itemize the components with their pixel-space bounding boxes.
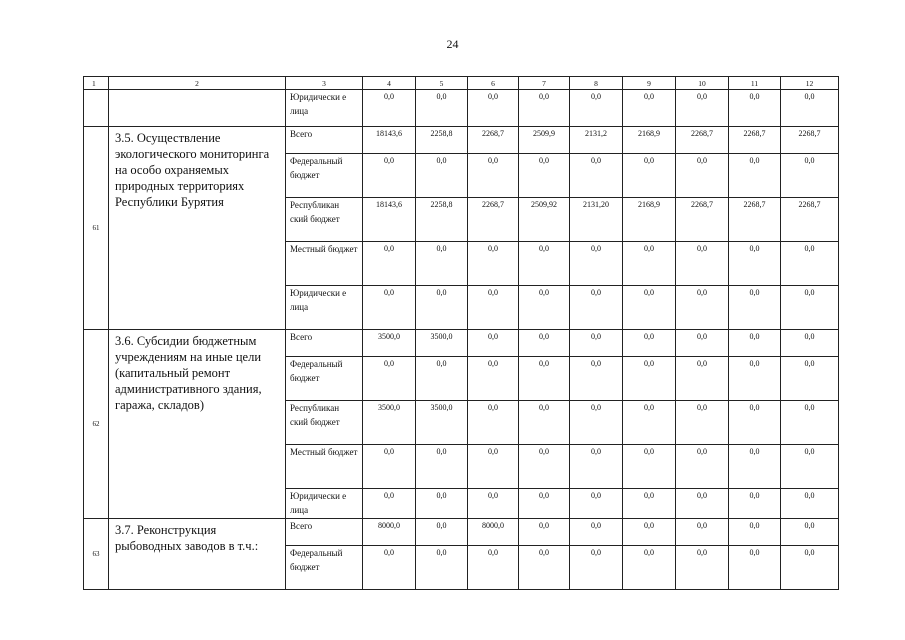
value-cell: 0,0 [729,546,781,590]
value-cell: 0,0 [676,489,729,519]
value-cell: 2268,7 [729,198,781,242]
value-cell: 0,0 [416,90,468,127]
value-cell: 2258,8 [416,127,468,154]
table-row [84,519,839,546]
value-cell: 3500,0 [416,401,468,445]
value-cell: 0,0 [416,286,468,330]
value-cell: 2268,7 [781,127,839,154]
funding-source-cell: Федеральный бюджет [286,357,363,401]
value-cell: 0,0 [519,242,570,286]
value-cell: 0,0 [729,286,781,330]
header-cell: 6 [468,77,519,90]
value-cell: 0,0 [781,357,839,401]
header-cell: 5 [416,77,468,90]
value-cell: 0,0 [519,519,570,546]
row-number-cell [84,90,109,127]
value-cell: 0,0 [519,489,570,519]
value-cell: 0,0 [416,242,468,286]
value-cell: 0,0 [468,242,519,286]
value-cell: 0,0 [729,90,781,127]
funding-source-cell: Республикан ский бюджет [286,198,363,242]
value-cell: 0,0 [623,242,676,286]
row-number-cell: 62 [84,330,109,519]
value-cell: 0,0 [519,286,570,330]
table-row [84,127,839,154]
value-cell: 0,0 [468,489,519,519]
value-cell: 0,0 [363,489,416,519]
value-cell: 0,0 [676,445,729,489]
value-cell: 0,0 [468,357,519,401]
value-cell: 0,0 [729,330,781,357]
value-cell: 18143,6 [363,127,416,154]
row-number-cell: 61 [84,127,109,330]
value-cell: 0,0 [468,330,519,357]
value-cell: 0,0 [676,519,729,546]
value-cell: 0,0 [519,90,570,127]
header-cell: 3 [286,77,363,90]
value-cell: 0,0 [781,546,839,590]
value-cell: 0,0 [729,489,781,519]
value-cell: 0,0 [623,330,676,357]
value-cell: 0,0 [781,242,839,286]
value-cell: 0,0 [416,489,468,519]
value-cell: 0,0 [468,445,519,489]
value-cell: 0,0 [729,445,781,489]
value-cell: 0,0 [570,401,623,445]
value-cell: 0,0 [519,154,570,198]
funding-source-cell: Всего [286,330,363,357]
budget-table [83,76,839,590]
value-cell: 0,0 [363,546,416,590]
value-cell: 2509,92 [519,198,570,242]
value-cell: 0,0 [623,401,676,445]
header-cell: 2 [109,77,286,90]
value-cell: 0,0 [623,445,676,489]
value-cell: 0,0 [519,546,570,590]
value-cell: 0,0 [623,546,676,590]
funding-source-cell: Всего [286,127,363,154]
value-cell: 0,0 [729,154,781,198]
header-cell: 1 [84,77,109,90]
value-cell: 0,0 [781,519,839,546]
header-cell: 10 [676,77,729,90]
value-cell: 0,0 [363,90,416,127]
value-cell: 0,0 [363,445,416,489]
value-cell: 0,0 [363,357,416,401]
value-cell: 2509,9 [519,127,570,154]
value-cell: 0,0 [623,519,676,546]
value-cell: 0,0 [519,401,570,445]
value-cell: 18143,6 [363,198,416,242]
value-cell: 0,0 [623,154,676,198]
value-cell: 0,0 [729,519,781,546]
header-cell: 4 [363,77,416,90]
value-cell: 0,0 [781,286,839,330]
value-cell: 0,0 [570,519,623,546]
value-cell: 2268,7 [468,127,519,154]
header-cell: 9 [623,77,676,90]
header-cell: 7 [519,77,570,90]
value-cell: 0,0 [676,154,729,198]
value-cell: 0,0 [570,154,623,198]
funding-source-cell: Местный бюджет [286,242,363,286]
header-cell: 12 [781,77,839,90]
value-cell: 0,0 [519,445,570,489]
header-cell: 8 [570,77,623,90]
value-cell: 0,0 [570,90,623,127]
value-cell: 0,0 [416,357,468,401]
value-cell: 0,0 [623,286,676,330]
measure-name-cell: 3.5. Осуществление экологического мониторинга на особо охраняемых природных территориях Республики Бурятия [109,127,286,330]
value-cell: 0,0 [781,401,839,445]
funding-source-cell: Всего [286,519,363,546]
value-cell: 0,0 [416,154,468,198]
value-cell: 3500,0 [363,401,416,445]
value-cell: 0,0 [363,154,416,198]
value-cell: 2131,20 [570,198,623,242]
value-cell: 0,0 [416,546,468,590]
value-cell: 0,0 [468,286,519,330]
value-cell: 0,0 [570,286,623,330]
value-cell: 2268,7 [676,127,729,154]
value-cell: 0,0 [468,154,519,198]
header-row [84,77,839,90]
value-cell: 0,0 [570,357,623,401]
funding-source-cell: Юридически е лица [286,489,363,519]
value-cell: 2268,7 [676,198,729,242]
value-cell: 0,0 [781,489,839,519]
value-cell: 0,0 [468,546,519,590]
value-cell: 2168,9 [623,198,676,242]
funding-source-cell: Местный бюджет [286,445,363,489]
value-cell: 2268,7 [729,127,781,154]
value-cell: 0,0 [570,489,623,519]
value-cell: 0,0 [676,286,729,330]
value-cell: 0,0 [781,330,839,357]
value-cell: 0,0 [519,330,570,357]
value-cell: 0,0 [676,401,729,445]
value-cell: 0,0 [468,90,519,127]
value-cell: 0,0 [363,286,416,330]
value-cell: 0,0 [676,90,729,127]
value-cell: 0,0 [729,401,781,445]
value-cell: 0,0 [468,401,519,445]
value-cell: 0,0 [676,546,729,590]
value-cell: 3500,0 [363,330,416,357]
measure-name-cell: 3.7. Реконструкция рыбоводных заводов в т.ч.: [109,519,286,590]
header-cell: 11 [729,77,781,90]
value-cell: 0,0 [623,489,676,519]
value-cell: 0,0 [363,242,416,286]
value-cell: 0,0 [416,445,468,489]
value-cell: 2258,8 [416,198,468,242]
value-cell: 2268,7 [468,198,519,242]
table-row [84,90,839,127]
funding-source-cell: Республикан ский бюджет [286,401,363,445]
value-cell: 2168,9 [623,127,676,154]
value-cell: 0,0 [729,357,781,401]
row-number-cell: 63 [84,519,109,590]
value-cell: 0,0 [623,357,676,401]
value-cell: 8000,0 [468,519,519,546]
value-cell: 8000,0 [363,519,416,546]
value-cell: 0,0 [570,546,623,590]
value-cell: 0,0 [781,154,839,198]
value-cell: 0,0 [570,445,623,489]
table-row [84,330,839,357]
value-cell: 2131,2 [570,127,623,154]
value-cell: 0,0 [416,519,468,546]
value-cell: 2268,7 [781,198,839,242]
value-cell: 0,0 [676,330,729,357]
value-cell: 0,0 [570,330,623,357]
value-cell: 0,0 [676,242,729,286]
funding-source-cell: Юридически е лица [286,286,363,330]
value-cell: 0,0 [729,242,781,286]
value-cell: 0,0 [781,90,839,127]
funding-source-cell: Федеральный бюджет [286,154,363,198]
value-cell: 0,0 [570,242,623,286]
measure-name-cell [109,90,286,127]
page-number: 24 [446,37,459,51]
measure-name-cell: 3.6. Субсидии бюджетным учреждениям на иные цели (капитальный ремонт административного здания, гаража, складов) [109,330,286,519]
funding-source-cell: Юридически е лица [286,90,363,127]
value-cell: 0,0 [519,357,570,401]
value-cell: 0,0 [623,90,676,127]
value-cell: 0,0 [781,445,839,489]
value-cell: 3500,0 [416,330,468,357]
value-cell: 0,0 [676,357,729,401]
funding-source-cell: Федеральный бюджет [286,546,363,590]
